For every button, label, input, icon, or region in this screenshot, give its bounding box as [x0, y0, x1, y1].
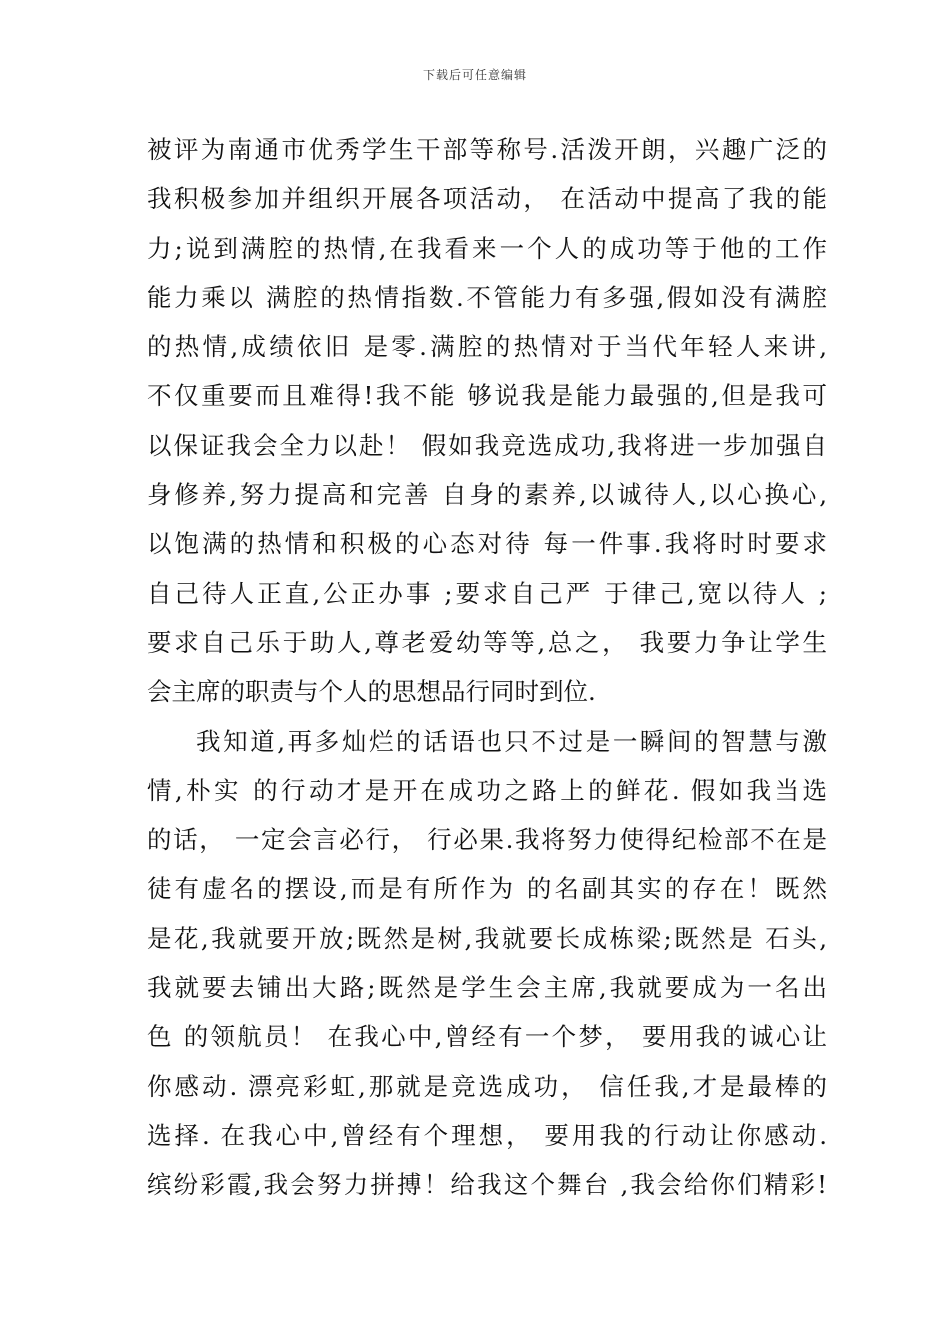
paragraph-1 — [147, 125, 827, 717]
paragraph-2 — [147, 717, 827, 1210]
text-line: 是花,我就要开放;既然是树,我就要长成栋梁;既然是 石头, — [147, 923, 827, 953]
document-body — [147, 125, 827, 1210]
text-line: 不仅重要而且难得!我不能 够说我是能力最强的,但是我可 — [147, 381, 827, 411]
text-line: 以饱满的热情和积极的心态对待 每一件事.我将时时要求 — [147, 529, 827, 559]
text-line: 要求自己乐于助人,尊老爱幼等等,总之， 我要力争让学生 — [147, 627, 827, 657]
text-line: 选择. 在我心中,曾经有个理想， 要用我的行动让你感动. — [147, 1120, 827, 1150]
text-line: 以保证我会全力以赴！ 假如我竞选成功,我将进一步加强自 — [147, 430, 827, 460]
text-line: 力;说到满腔的热情,在我看来一个人的成功等于他的工作 — [147, 233, 827, 263]
text-line: 你感动. 漂亮彩虹,那就是竞选成功， 信任我,才是最棒的 — [147, 1071, 827, 1101]
text-line: 情,朴实 的行动才是开在成功之路上的鲜花. 假如我当选 — [147, 775, 827, 805]
text-line: 被评为南通市优秀学生干部等称号.活泼开朗，兴趣广泛的 — [147, 135, 827, 164]
text-line: 徒有虚名的摆设,而是有所作为 的名副其实的存在！既然 — [147, 874, 827, 904]
text-line: 我积极参加并组织开展各项活动， 在活动中提高了我的能 — [147, 184, 827, 214]
page-header: 下载后可任意编辑 — [422, 68, 527, 82]
text-line: 的热情,成绩依旧 是零.满腔的热情对于当代年轻人来讲, — [147, 332, 827, 362]
text-line: 会主席的职责与个人的思想品行同时到位. — [147, 677, 596, 707]
text-line: 能力乘以 满腔的热情指数.不管能力有多强,假如没有满腔 — [147, 282, 827, 312]
text-line: 缤纷彩霞,我会努力拼搏！给我这个舞台 ,我会给你们精彩! — [147, 1170, 827, 1200]
text-line: 我就要去铺出大路;既然是学生会主席,我就要成为一名出 — [147, 973, 827, 1003]
text-line: 我知道,再多灿烂的话语也只不过是一瞬间的智慧与激 — [196, 726, 827, 756]
text-line: 的话， 一定会言必行， 行必果.我将努力使得纪检部不在是 — [147, 825, 827, 855]
text-line: 身修养,努力提高和完善 自身的素养,以诚待人,以心换心, — [147, 480, 827, 510]
text-line: 色 的领航员！ 在我心中,曾经有一个梦， 要用我的诚心让 — [147, 1022, 827, 1052]
text-line: 自己待人正直,公正办事 ;要求自己严 于律己,宽以待人 ; — [147, 578, 827, 608]
